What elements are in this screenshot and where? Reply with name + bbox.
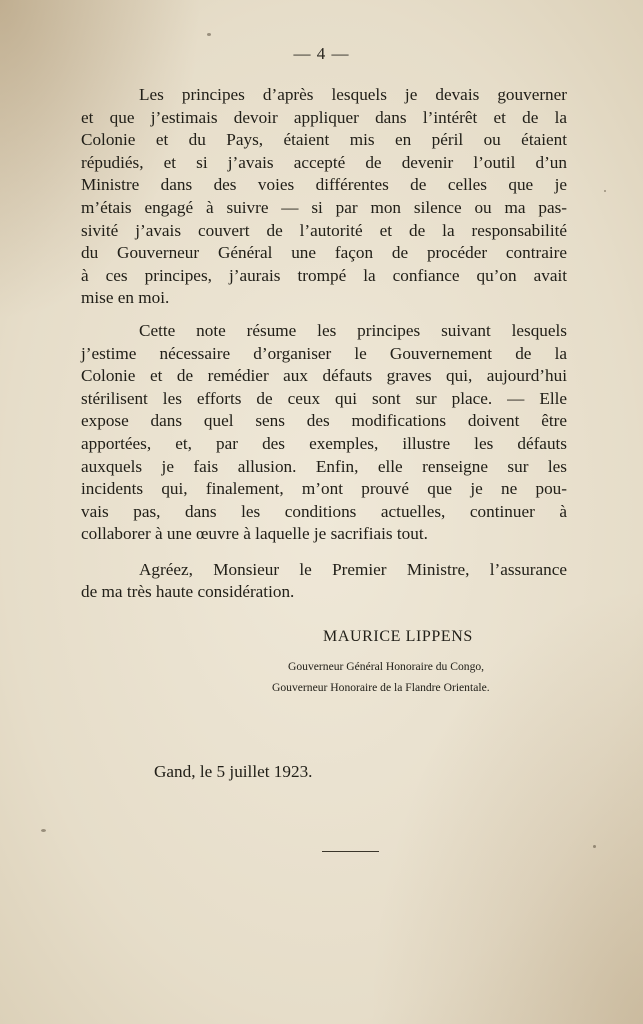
signatory-title-2: Gouverneur Honoraire de la Flandre Orientale. [272, 681, 490, 694]
text-line: expose dans quel sens des modifications doivent être [81, 411, 567, 431]
page-number: — 4 — [293, 44, 350, 63]
signatory-title-1: Gouverneur Général Honoraire du Congo, [288, 660, 485, 673]
text-line: sivité j’avais couvert de l’autorité et de la responsabilité [81, 220, 567, 240]
text-line: Colonie et de remédier aux défauts graves qui, aujourd’hui [81, 366, 567, 386]
date-line: Gand, le 5 juillet 1923. [154, 762, 313, 781]
text-line: auxquels je fais allusion. Enfin, elle renseigne sur les [81, 456, 567, 476]
text-line: de ma très haute considération. [81, 582, 295, 602]
paper-speck [207, 33, 211, 36]
text-line: Colonie et du Pays, étaient mis en péril ou étaient [81, 130, 567, 150]
text-line: m’étais engagé à suivre — si par mon silence ou ma pas- [81, 197, 567, 217]
paper-speck [593, 845, 596, 848]
text-line: incidents qui, finalement, m’ont prouvé que je ne pou- [81, 479, 567, 499]
letter-body [81, 84, 567, 604]
text-line: Agréez, Monsieur le Premier Ministre, l’assurance [139, 559, 567, 579]
text-line: du Gouverneur Général une façon de procéder contraire [81, 243, 567, 263]
paragraph-gap [81, 310, 567, 320]
paragraph-1 [81, 84, 567, 310]
text-line: Cette note résume les principes suivant lesquels [139, 320, 567, 340]
text-line: Ministre dans des voies différentes de celles que je [81, 175, 567, 195]
text-line: stérilisent les efforts de ceux qui sont sur place. — Elle [81, 388, 567, 408]
closing-paragraph [81, 559, 567, 604]
signatory-name: MAURICE LIPPENS [323, 628, 473, 645]
text-line: vais pas, dans les conditions actuelles, continuer à [81, 501, 567, 521]
paragraph-2 [81, 320, 567, 546]
text-line: et que j’estimais devoir appliquer dans l’intérêt et de la [81, 107, 567, 127]
text-line: mise en moi. [81, 288, 170, 308]
paper-speck [604, 190, 606, 192]
paper-speck [41, 829, 46, 832]
text-line: Les principes d’après lesquels je devais gouverner [139, 85, 567, 104]
text-line: collaborer à une œuvre à laquelle je sacrifiais tout. [81, 524, 428, 544]
closing-rule [322, 851, 379, 852]
text-line: j’estime nécessaire d’organiser le Gouvernement de la [81, 343, 567, 363]
text-line: apportées, et, par des exemples, illustre les défauts [81, 433, 567, 453]
text-line: répudiés, et si j’avais accepté de devenir l’outil d’un [81, 152, 567, 172]
text-line: à ces principes, j’aurais trompé la confiance qu’on avait [81, 265, 567, 285]
paragraph-gap [81, 546, 567, 559]
